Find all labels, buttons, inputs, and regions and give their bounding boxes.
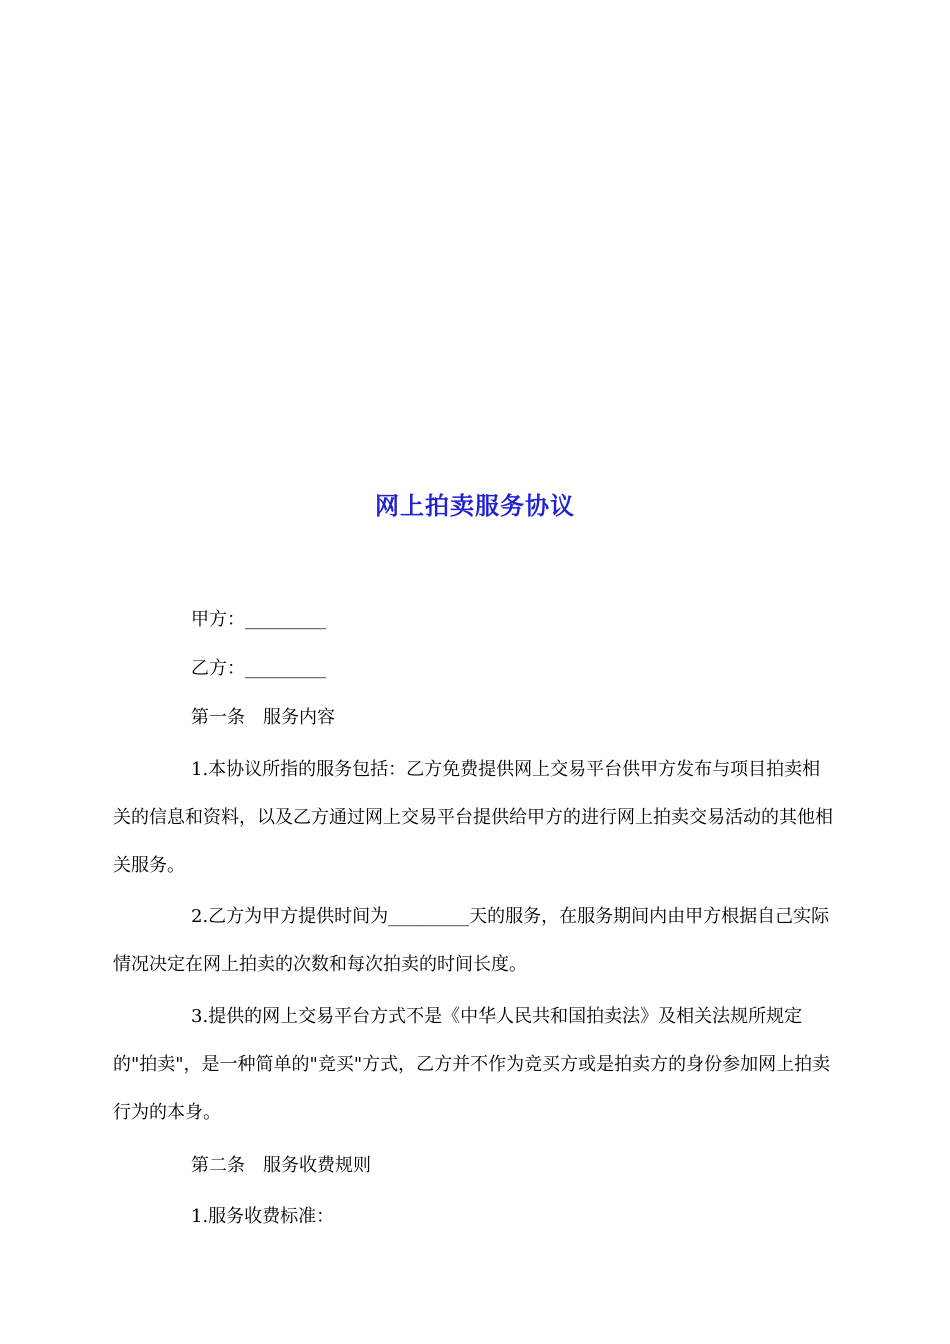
article-1-item-3: 3.提供的网上交易平台方式不是《中华人民共和国拍卖法》及相关法规所规定的"拍卖"，是一种简单的"竞买"方式，乙方并不作为竞买方或是拍卖方的身份参加网上拍卖行为的本身。 [113,1006,831,1123]
party-b-line: 乙方：_________ [191,658,326,679]
article-2-item-1: 1.服务收费标准： [191,1206,335,1227]
article-2-heading: 第二条 服务收费规则 [191,1155,371,1176]
party-a-line: 甲方：_________ [191,609,326,630]
article-1-heading: 第一条 服务内容 [191,707,335,728]
article-1-item-1: 1.本协议所指的服务包括：乙方免费提供网上交易平台供甲方发布与项目拍卖相关的信息和资料，以及乙方通过网上交易平台提供给甲方的进行网上拍卖交易活动的其他相关服务。 [113,759,833,876]
document-title: 网上拍卖服务协议 [375,491,575,520]
article-1-item-2: 2.乙方为甲方提供时间为_________天的服务，在服务期间内由甲方根据自己实际情况决定在网上拍卖的次数和每次拍卖的时间长度。 [113,906,830,975]
